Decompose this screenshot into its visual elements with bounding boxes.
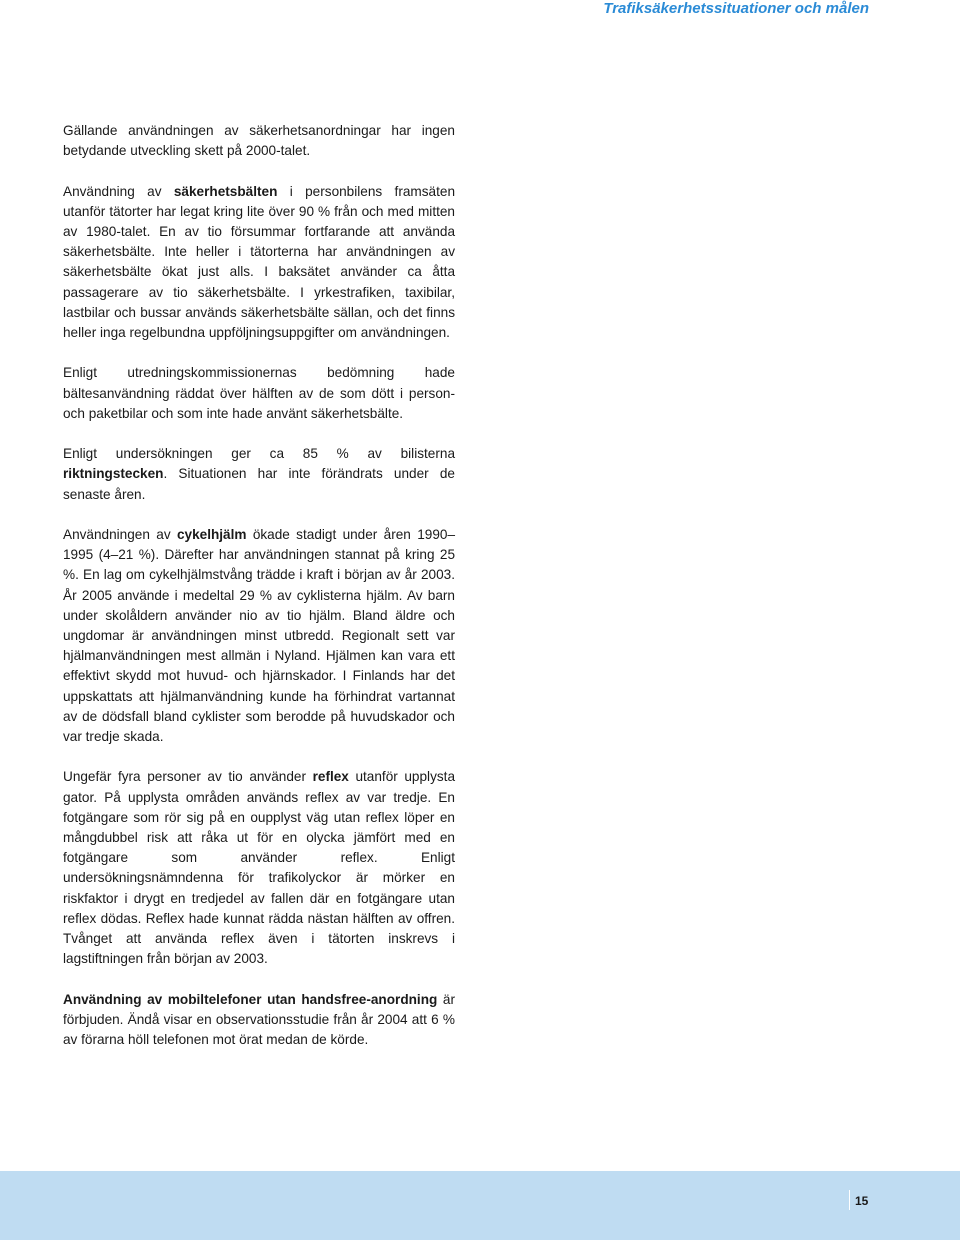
running-header: Trafiksäkerhetssituationer och målen: [603, 0, 869, 17]
paragraph-commission: [63, 363, 455, 424]
paragraph-text: Användning av: [63, 183, 174, 199]
paragraph-mobile: [63, 990, 455, 1051]
paragraph-text: ökade stadigt under åren 1990–1995 (4–21 %). Därefter har användningen stannat på kring 25 %. En lag om cykelhjälmstvång trädde i kraft i början av år 2003. År 2005 använde i medeltal 29 % av cyklisterna hjälm. Av barn under skolåldern använder nio av tio hjälm. Bland äldre och ungdomar är användningen minst utbredd. Regionalt sett var hjälmanvändningen mest allmän i Nyland. Hjälmen kan vara ett effektivt skydd mot huvud- och hjärnskador. I Finlands har det uppskattats att hjälmanvändning kunde ha förhindrat vartannat av de dödsfall bland cyklister som berodde på huvudskador och var tredje skada.: [63, 527, 456, 745]
article-body: [63, 121, 455, 1070]
paragraph-text: är förbjuden. Ändå visar en observationsstudie från år 2004 att 6 % av förarna höll telefonen mot örat medan de körde.: [63, 991, 455, 1048]
paragraph-text: Enligt undersökningen ger ca 85 % av bilisterna: [63, 446, 455, 462]
page-number: 15: [855, 1194, 869, 1208]
keyword-reflex: reflex: [312, 769, 349, 785]
paragraph-text: . Situationen har inte förändrats under de senaste åren.: [63, 466, 455, 502]
paragraph-text: Användningen av: [63, 527, 177, 542]
keyword-helmet: cykelhjälm: [176, 527, 247, 542]
paragraph-seatbelts: [63, 182, 455, 344]
paragraph-reflex: [63, 767, 455, 969]
keyword-mobile: Användning av mobiltelefoner utan handsfree-anordning: [63, 991, 438, 1007]
paragraph-text: utanför upplysta gator. På upplysta områden används reflex av var tredje. En fotgängare som rör sig på en oupplyst väg utan reflex löper en mångdubbel risk att råka ut för en olycka jämfört med en fotgängare som använder reflex. Enligt undersökningsnämndenna för trafikolyckor är mörker en riskfaktor i drygt en tredjedel av fallen där en fotgängare utan reflex dödas. Reflex hade kunnat rädda nästan hälften av offren. Tvånget att använda reflex även i tätorten inskrevs i lagstiftningen från början av 2003.: [63, 769, 455, 967]
paragraph-text: i personbilens framsäten utanför tätorter har legat kring lite över 90 % från och med mitten av 1980-talet. En av tio försummar fortfarande att använda säkerhetsbälte. Inte heller i tätorterna har användningen av säkerhetsbälte ökat just alls. I baksätet använder ca åtta passagerare av tio säkerhetsbälte. I yrkestrafiken, taxibilar, lastbilar och bussar används säkerhetsbälte sällan, och det finns heller inga regelbundna uppföljningsuppgifter om användningen.: [63, 183, 455, 341]
paragraph-text: Ungefär fyra personer av tio använder: [63, 769, 313, 785]
page-number-divider: [849, 1190, 850, 1210]
paragraph-intro: [63, 121, 455, 161]
paragraph-indicators: [63, 444, 455, 505]
keyword-seatbelts: säkerhetsbälten: [173, 183, 278, 199]
paragraph-text: Gällande användningen av säkerhetsanordningar har ingen betydande utveckling skett på 2000-talet.: [63, 123, 455, 159]
paragraph-helmet: [63, 525, 455, 747]
paragraph-text: Enligt utredningskommissionernas bedömning hade bältesanvändning räddat över hälften av de som dött i person- och paketbilar och som inte hade använt säkerhetsbälte.: [63, 365, 455, 421]
keyword-indicators: riktningstecken: [63, 466, 164, 482]
footer-band: [0, 1171, 960, 1240]
